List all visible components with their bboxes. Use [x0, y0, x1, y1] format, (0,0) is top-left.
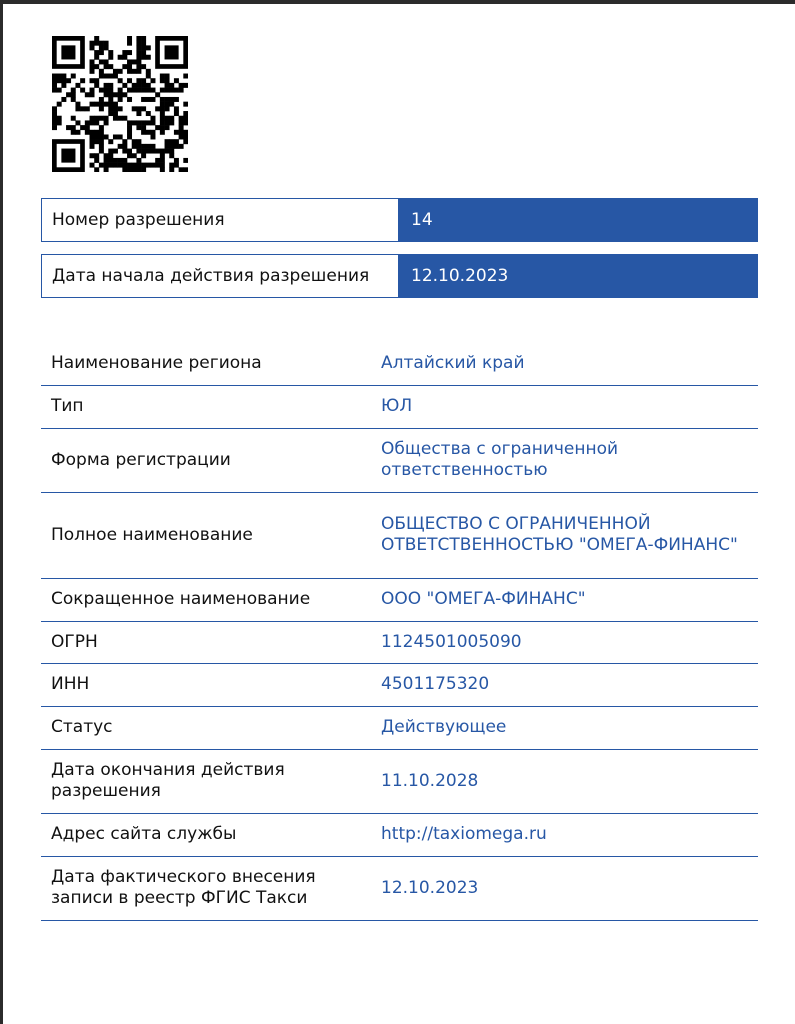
- row-registry-date: [41, 856, 758, 920]
- row-label: Адрес сайта службы: [41, 813, 366, 856]
- row-label: Статус: [41, 706, 366, 749]
- row-website: [41, 813, 758, 856]
- row-value: 12.10.2023: [366, 856, 758, 920]
- row-label: Полное наименование: [41, 492, 366, 578]
- row-label: Форма регистрации: [41, 428, 366, 492]
- row-label: ОГРН: [41, 621, 366, 663]
- permit-number-label: Номер разрешения: [41, 198, 399, 242]
- row-label: Дата фактического внесения записи в реестр ФГИС Такси: [41, 856, 366, 920]
- row-label: ИНН: [41, 663, 366, 706]
- row-value: http://taxiomega.ru: [366, 813, 758, 856]
- permit-details-table: [41, 342, 758, 921]
- row-value: ОБЩЕСТВО С ОГРАНИЧЕННОЙ ОТВЕТСТВЕННОСТЬЮ "ОМЕГА-ФИНАНС": [366, 492, 758, 578]
- row-inn: [41, 663, 758, 706]
- row-value: ЮЛ: [366, 385, 758, 428]
- row-label: Тип: [41, 385, 366, 428]
- page-border-left: [0, 0, 3, 1024]
- permit-start-date-row: [41, 254, 758, 298]
- row-type: [41, 385, 758, 428]
- qr-code-graphic: [52, 36, 188, 172]
- row-region: [41, 342, 758, 385]
- qr-code: [52, 36, 188, 172]
- row-end-date: [41, 749, 758, 813]
- row-value: 1124501005090: [366, 621, 758, 663]
- page-border-top: [0, 0, 795, 4]
- row-label: Дата окончания действия разрешения: [41, 749, 366, 813]
- row-status: [41, 706, 758, 749]
- row-full-name: [41, 492, 758, 578]
- row-label: Наименование региона: [41, 342, 366, 385]
- row-ogrn: [41, 621, 758, 663]
- row-value: ООО "ОМЕГА-ФИНАНС": [366, 578, 758, 621]
- permit-number-row: [41, 198, 758, 242]
- row-label: Сокращенное наименование: [41, 578, 366, 621]
- row-value: Действующее: [366, 706, 758, 749]
- row-value: Общества с ограниченной ответственностью: [366, 428, 758, 492]
- permit-number-value: 14: [399, 198, 758, 242]
- row-registration-form: [41, 428, 758, 492]
- permit-start-date-value: 12.10.2023: [399, 254, 758, 298]
- row-value: 4501175320: [366, 663, 758, 706]
- row-short-name: [41, 578, 758, 621]
- permit-start-date-label: Дата начала действия разрешения: [41, 254, 399, 298]
- row-value: 11.10.2028: [366, 749, 758, 813]
- row-value: Алтайский край: [366, 342, 758, 385]
